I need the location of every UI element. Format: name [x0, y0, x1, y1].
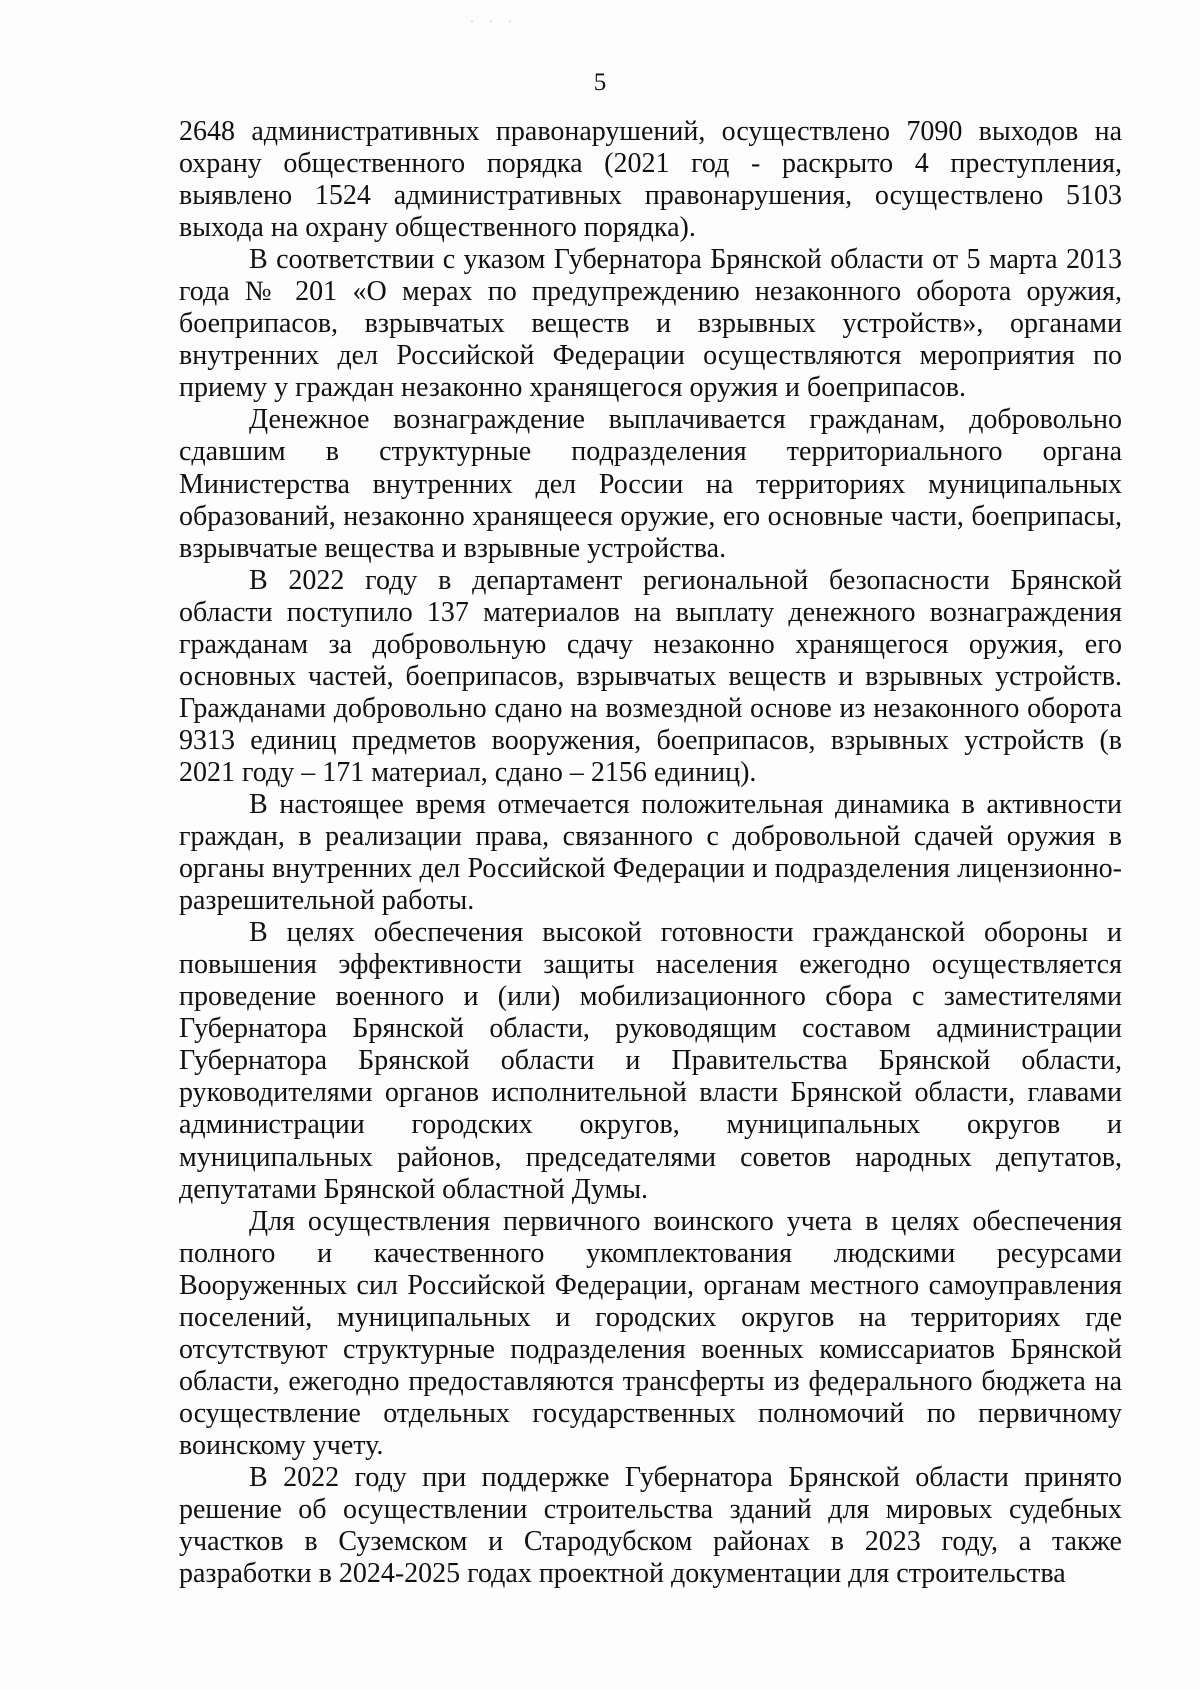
- paragraph-positive-dynamics: В настоящее время отмечается положительная динамика в активности граждан, в реализации права, связанного с добровольной сдачей оружия в органы внутренних дел Российской Федерации и подразделения лицензионно-разрешительной работы.: [179, 788, 1122, 917]
- document-body: [179, 116, 1122, 1590]
- paragraph-offense-statistics: 2648 административных правонарушений, осуществлено 7090 выходов на охрану общественного порядка (2021 год - раскрыто 4 преступления, выявлено 1524 административных правонарушения, осуществлено 5103 выхода на охрану общественного порядка).: [179, 116, 1122, 244]
- paragraph-governor-decree: В соответствии с указом Губернатора Брянской области от 5 марта 2013 года № 201 «О мерах по предупреждению незаконного оборота оружия, боеприпасов, взрывчатых веществ и взрывных устройств», органами внутренних дел Российской Федерации осуществляются мероприятия по приему у граждан незаконно хранящегося оружия и боеприпасов.: [179, 244, 1122, 404]
- paragraph-monetary-reward: Денежное вознаграждение выплачивается гражданам, добровольно сдавшим в структурные подразделения территориального органа Министерства внутренних дел России на территориях муниципальных образований, незаконно хранящееся оружие, его основные части, боеприпасы, взрывчатые вещества и взрывные устройства.: [179, 404, 1122, 564]
- paragraph-military-registration: Для осуществления первичного воинского учета в целях обеспечения полного и качественного укомплектования людскими ресурсами Вооруженных сил Российской Федерации, органам местного самоуправления поселений, муниципальных и городских округов на территориях где отсутствуют структурные подразделения военных комиссариатов Брянской области, ежегодно предоставляются трансферты из федерального бюджета на осуществление отдельных государственных полномочий по первичному воинскому учету.: [179, 1205, 1122, 1461]
- scan-artifact: · · ·: [470, 14, 518, 28]
- paragraph-2022-weapons-surrender: В 2022 году в департамент региональной безопасности Брянской области поступило 137 материалов на выплату денежного вознаграждения гражданам за добровольную сдачу незаконно хранящегося оружия, его основных частей, боеприпасов, взрывчатых веществ и взрывных устройств. Гражданами добровольно сдано на возмездной основе из незаконного оборота 9313 единиц предметов вооружения, боеприпасов, взрывных устройств (в 2021 году – 171 материал, сдано – 2156 единиц).: [179, 564, 1122, 788]
- page-number: 5: [593, 69, 607, 96]
- paragraph-court-buildings: В 2022 году при поддержке Губернатора Брянской области принято решение об осуществлении строительства зданий для мировых судебных участков в Суземском и Стародубском районах в 2023 году, а также разработки в 2024-2025 годах проектной документации для строительства: [179, 1461, 1122, 1590]
- paragraph-civil-defense: В целях обеспечения высокой готовности гражданской обороны и повышения эффективности защиты населения ежегодно осуществляется проведение военного и (или) мобилизационного сбора с заместителями Губернатора Брянской области, руководящим составом администрации Губернатора Брянской области и Правительства Брянской области, руководителями органов исполнительной власти Брянской области, главами администрации городских округов, муниципальных округов и муниципальных районов, председателями советов народных депутатов, депутатами Брянской областной Думы.: [179, 917, 1122, 1205]
